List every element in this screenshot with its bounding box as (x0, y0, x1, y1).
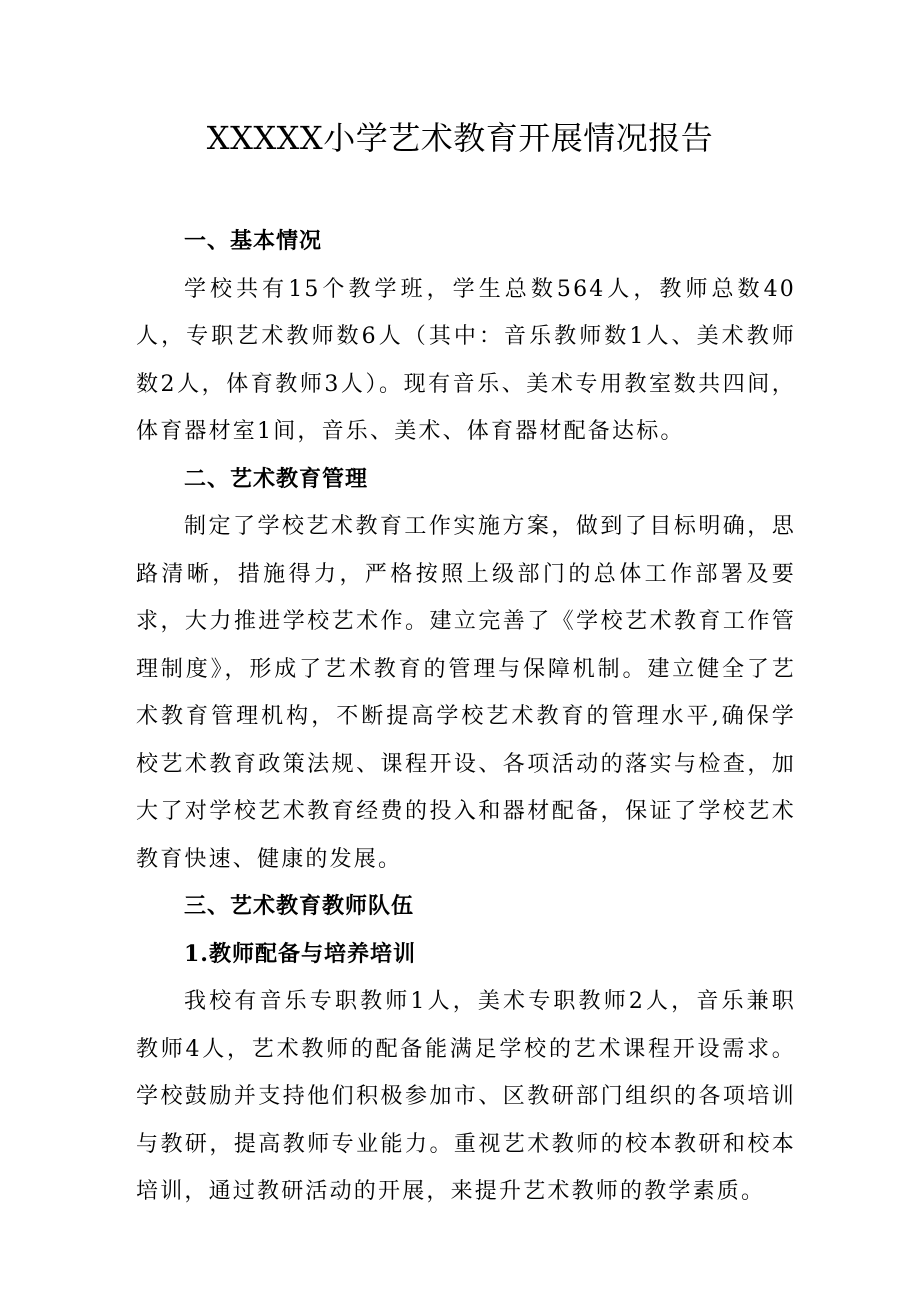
section-heading-management: 二、艺术教育管理 (184, 465, 369, 492)
document-body (136, 218, 796, 1216)
section-heading-basic: 一、基本情况 (184, 228, 323, 254)
section-paragraph-teachers: 我校有音乐专职教师1人，美术专职教师2人，音乐兼职教师4人，艺术教师的配备能满足学校的艺术课程开设需求。学校鼓励并支持他们积极参加市、区教研部门组织的各项培训与教研，提高教师专业能力。重视艺术教师的校本教研和校本培训，通过教研活动的开展，来提升艺术教师的教学素质。 (136, 989, 796, 1204)
document-title: XXXXX小学艺术教育开展情况报告 (206, 119, 714, 157)
section-heading-teachers: 三、艺术教育教师队伍 (184, 893, 415, 919)
section-subheading-teacher-training: 1.教师配备与培养培训 (184, 940, 416, 967)
section-paragraph-basic: 学校共有15个教学班，学生总数564人，教师总数40人，专职艺术教师数6人（其中：音乐教师数1人、美术教师数2人，体育教师3人）。现有音乐、美术专用教室数共四间，体育器材室1间，音乐、美术、体育器材配备达标。 (136, 276, 796, 444)
section-paragraph-management: 制定了学校艺术教育工作实施方案，做到了目标明确，思路清晰，措施得力，严格按照上级部门的总体工作部署及要求，大力推进学校艺术作。建立完善了《学校艺术教育工作管理制度》，形成了艺术教育的管理与保障机制。建立健全了艺术教育管理机构，不断提高学校艺术教育的管理水平,确保学校艺术教育政策法规、课程开设、各项活动的落实与检查，加大了对学校艺术教育经费的投入和器材配备，保证了学校艺术教育快速、健康的发展。 (136, 514, 796, 872)
